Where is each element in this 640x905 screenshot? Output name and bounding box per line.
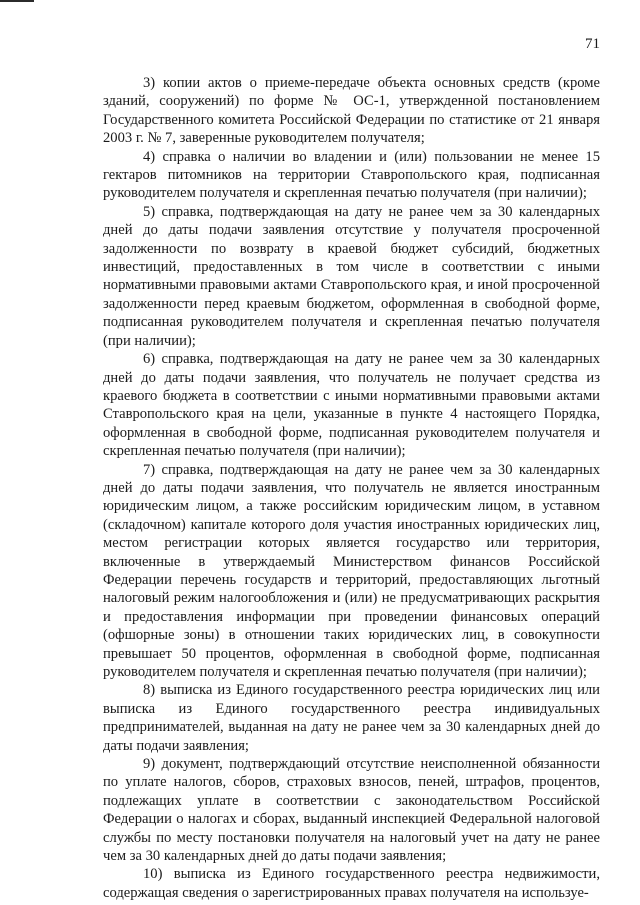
paragraph-item-3: 3) копии актов о приеме-передаче объекта основных средств (кроме зданий, сооружений) по форме № ОС-1, утвержденной постановлением Государственного комитета Российской Федерации по статистике от 21 января 2003 г. № 7, заверенные руководителем получателя; xyxy=(103,75,600,147)
paragraph-item-6: 6) справка, подтверждающая на дату не ранее чем за 30 календарных дней до даты подачи заявления, что получатель не получает средства из краевого бюджета в соответствии с иными нормативными правовыми актами Ставропольского края на цели, указанные в пункте 4 настоящего Порядка, оформленная в свободной форме, подписанная руководителем получателя и скрепленная печатью получателя (при наличии); xyxy=(103,351,600,460)
page-number: 71 xyxy=(585,36,600,52)
paragraph-item-5: 5) справка, подтверждающая на дату не ранее чем за 30 календарных дней до даты подачи заявления отсутствие у получателя просроченной задолженности по возврату в краевой бюджет субсидий, бюджетных инвестиций, предоставленных в том числе в соответствии с иными нормативными правовыми актами Ставропольского края, и иной просроченной задолженности перед краевым бюджетом, оформленная в свободной форме, подписанная руководителем получателя и скрепленная печатью получателя (при наличии); xyxy=(103,203,600,349)
paragraph-item-9: 9) документ, подтверждающий отсутствие неисполненной обязанности по уплате налогов, сборов, страховых взносов, пеней, штрафов, процентов, подлежащих уплате в соответствии с законодательством Российской Федерации о налогах и сборах, выданный инспекцией Федеральной налоговой службы по месту постановки получателя на налоговый учет на дату не ранее чем за 30 календарных дней до даты подачи заявления; xyxy=(103,756,600,865)
scan-edge-mark xyxy=(0,0,34,2)
paragraph-item-7: 7) справка, подтверждающая на дату не ранее чем за 30 календарных дней до даты подачи заявления, что получатель не является иностранным юридическим лицом, а также российским юридическим лицом, в уставном (складочном) капитале которого доля участия иностранных юридических лиц, местом регистрации которых является государство или территория, включенные в утверждаемый Министерством финансов Российской Федерации перечень государств и территорий, предоставляющих льготный налоговый режим налогообложения и (или) не предусматривающих раскрытия и предоставления информации при проведении финансовых операций (офшорные зоны) в отношении таких юридических лиц, в совокупности превышает 50 процентов, оформленная в свободной форме, подписанная руководителем получателя и скрепленная печатью получателя (при наличии); xyxy=(103,461,600,680)
paragraph-item-10: 10) выписка из Единого государственного реестра недвижимости, содержащая сведения о зарегистрированных правах получателя на используе- xyxy=(103,866,600,901)
paragraph-item-8: 8) выписка из Единого государственного реестра юридических лиц или выписка из Единого государственного реестра индивидуальных предпринимателей, выданная на дату не ранее чем за 30 календарных дней до даты подачи заявления; xyxy=(103,682,600,754)
paragraph-item-4: 4) справка о наличии во владении и (или) пользовании не менее 15 гектаров питомников на территории Ставропольского края, подписанная руководителем получателя и скрепленная печатью получателя (при наличии); xyxy=(103,148,600,202)
document-body xyxy=(103,74,600,902)
